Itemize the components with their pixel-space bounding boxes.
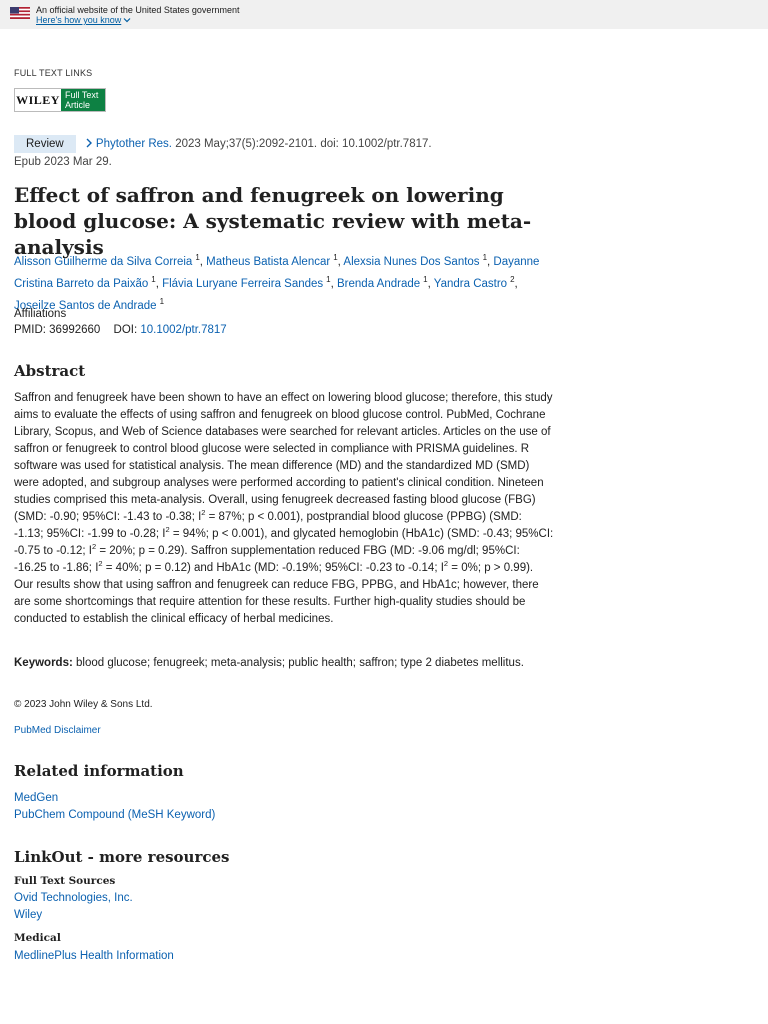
wiley-full-text-line2: Article [65, 100, 91, 110]
author-separator: , [487, 255, 494, 268]
abstract-segment: = 94%; p < 0.001), and glycated hemoglobin (HbA1c) (SMD: -0.43; 95%CI: -0.75 to -0.12; I [14, 528, 554, 557]
wiley-full-text-label [61, 89, 105, 111]
chevron-down-icon [123, 16, 131, 24]
author-separator: , [330, 277, 338, 290]
keywords-text: blood glucose; fenugreek; meta-analysis; public health; saffron; type 2 diabetes mellitus. [72, 657, 524, 669]
medlineplus-link[interactable]: MedlinePlus Health Information [14, 950, 174, 962]
gov-banner [0, 0, 768, 29]
linkout-heading: LinkOut - more resources [14, 848, 230, 866]
author-separator: , [199, 255, 207, 268]
citation-text: 2023 May;37(5):2092-2101. doi: 10.1002/ptr.7817. [172, 138, 432, 150]
pubmed-disclaimer-link[interactable]: PubMed Disclaimer [14, 725, 101, 736]
full-text-links-label: FULL TEXT LINKS [14, 68, 93, 78]
author-link[interactable]: Brenda Andrade [337, 277, 421, 290]
pmid-value: 36992660 [49, 324, 101, 336]
author-link[interactable]: Joseilze Santos de Andrade [14, 299, 157, 312]
chevron-right-icon [85, 138, 93, 148]
author-link[interactable]: Alexsia Nunes Dos Santos [343, 255, 480, 268]
abstract-segment: = 0%; p > 0.99). Our results show that using saffron and fenugreek can reduce FBG, PPBG, and HbA1c; however, there are some shortcomings that require attention for these results. Further high-quality studies should be conducted to establish the clinical efficacy of herbal medicines. [14, 562, 539, 625]
author-affiliation-number[interactable]: 2 [510, 274, 515, 284]
author-affiliation-number[interactable]: 1 [482, 253, 488, 262]
wiley-full-text-link[interactable] [14, 88, 106, 112]
copyright-notice: © 2023 John Wiley & Sons Ltd. [14, 699, 153, 710]
superscript: 2 [201, 508, 206, 518]
article-identifiers [14, 324, 227, 336]
pubchem-compound-link[interactable]: PubChem Compound (MeSH Keyword) [14, 809, 216, 821]
wiley-link[interactable]: Wiley [14, 909, 43, 921]
author-affiliation-number[interactable]: 1 [326, 274, 331, 284]
superscript: 2 [92, 542, 97, 552]
heres-how-you-know-label: Here's how you know [36, 15, 122, 25]
author-separator: , [337, 255, 344, 268]
author-link[interactable]: Dayanne Cristina Barreto da Paixão [14, 255, 540, 290]
author-link[interactable]: Matheus Batista Alencar [206, 255, 331, 268]
author-affiliation-number[interactable]: 1 [159, 296, 165, 306]
affiliations-toggle[interactable]: Affiliations [14, 308, 67, 320]
author-separator: , [155, 277, 163, 290]
review-badge: Review [14, 135, 76, 153]
medical-heading: Medical [14, 932, 61, 944]
author-link[interactable]: Flávia Luryane Ferreira Sandes [162, 277, 324, 290]
epub-date: Epub 2023 Mar 29. [14, 156, 112, 168]
us-flag-icon [10, 7, 30, 19]
author-affiliation-number[interactable]: 1 [195, 253, 200, 262]
article-title: Effect of saffron and fenugreek on lowering blood glucose: A systematic review with meta-analysis [14, 183, 532, 259]
gov-banner-text: An official website of the United States government [36, 5, 240, 15]
abstract-segment: Saffron and fenugreek have been shown to have an effect on lowering blood glucose; therefore, this study aims to evaluate the effects of using saffron and fenugreek on blood glucose control. PubMed, Cochrane Library, Scopus, and Web of Science databases were searched for relevant articles. Articles on the use of saffron or fenugreek to control blood glucose were selected in compliance with PRISMA guidelines. R software was used for statistical analysis. The mean difference (MD) and the standardized MD (SMD) were adopted, and subgroup analyses were performed according to patient's clinical condition. Nineteen studies comprised this meta-analysis. Overall, using fenugreek decreased fasting blood glucose (FBG) (SMD: -0.90; 95%CI: -1.43 to -0.38; I [14, 392, 553, 523]
abstract-text [14, 390, 554, 628]
pmid-label: PMID: [14, 324, 46, 336]
author-link[interactable]: Alisson Guilherme da Silva Correia [14, 255, 193, 268]
related-information-heading: Related information [14, 762, 184, 780]
wiley-logo-word: WILEY [16, 92, 60, 107]
author-affiliation-number[interactable]: 1 [423, 274, 428, 284]
author-separator: , [514, 277, 518, 290]
journal-link[interactable]: Phytother Res. [95, 138, 172, 150]
author-affiliation-number[interactable]: 1 [151, 274, 156, 284]
author-link[interactable]: Yandra Castro [433, 277, 508, 290]
author-affiliation-number[interactable]: 1 [333, 253, 338, 262]
keywords-label: Keywords: [14, 657, 73, 669]
keywords [14, 655, 554, 672]
full-text-sources-heading: Full Text Sources [14, 875, 116, 887]
superscript: 2 [443, 559, 449, 569]
author-separator: , [427, 277, 434, 290]
citation-line [14, 134, 554, 154]
abstract-segment: = 40%; p = 0.12) and HbA1c (MD: -0.19%; 95%CI: -0.23 to -0.14; I [102, 562, 444, 574]
doi-label: DOI: [113, 324, 138, 336]
superscript: 2 [165, 525, 170, 535]
medgen-link[interactable]: MedGen [14, 792, 59, 804]
ovid-technologies-link[interactable]: Ovid Technologies, Inc. [14, 892, 133, 904]
abstract-segment: = 20%; p = 0.29). Saffron supplementation reduced FBG (MD: -9.06 mg/dl; 95%CI: -16.25 to -1.86; I [14, 545, 520, 574]
wiley-full-text-line1: Full Text [65, 90, 99, 100]
doi-link[interactable]: 10.1002/ptr.7817 [140, 324, 227, 336]
superscript: 2 [98, 559, 103, 569]
author-list [14, 249, 554, 314]
abstract-segment: = 87%; p < 0.001), postprandial blood glucose (PPBG) (SMD: -1.13; 95%CI: -1.99 to -0.28; I [14, 511, 522, 540]
abstract-heading: Abstract [14, 362, 86, 380]
heres-how-you-know-link[interactable] [36, 15, 131, 25]
